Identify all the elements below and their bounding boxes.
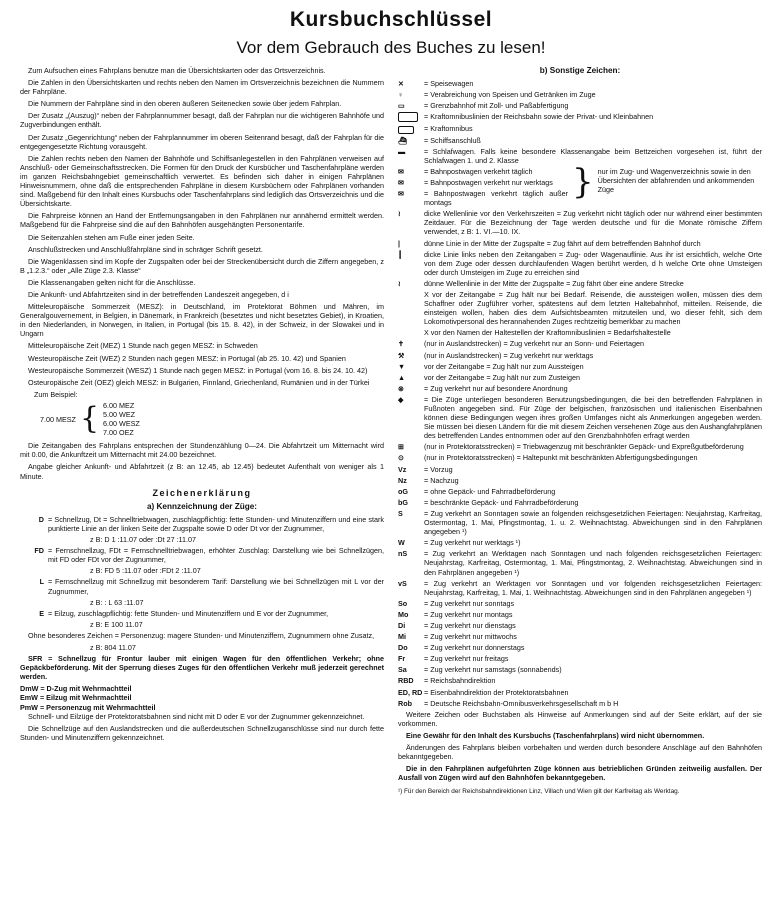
symbol-text: dicke Wellenlinie vor den Verkehrszeiten = Zug verkehrt nicht täglich oder nur während einer bestimmten Zeitdauer. Für die Bezeichnung der Tage werden deutsche und für die Monate römische Ziffern verwendet, z B: 1. VI.—10. IX. xyxy=(424,209,762,237)
example-value: 6.00 WESZ xyxy=(103,419,140,429)
sleeping-car-icon: ▬ xyxy=(398,146,406,156)
symbol-text: vor der Zeitangabe = Zug hält nur zum Zusteigen xyxy=(424,372,581,382)
code-row xyxy=(398,643,762,652)
paragraph: Mitteleuropäische Sommerzeit (MESZ): in Deutschland, im Protektorat Böhmen und Mähren, im Generalgouvernement, in Belgien, in Dänemark, in Frankreich (besetztes und nicht besetztes Gebiet), in Kroatien, in den Niederlanden, in Norwegen, in Italien, in Portugal (bis 15. 8. 42), in der Schweiz, in der Slowakei und in Ungarn xyxy=(20,302,384,339)
hammer-icon: ⚒ xyxy=(398,350,405,360)
symbol-text: = Verabreichung von Speisen und Getränken im Zuge xyxy=(424,90,596,100)
code-description: = Eisenbahndirektion der Protektoratsbahnen xyxy=(424,687,569,697)
code-description: = Zug verkehrt nur mittwochs xyxy=(424,632,517,642)
symbol-text: = Bahnpostwagen verkehrt täglich xyxy=(424,166,533,176)
code-description: = Zug verkehrt an Werktagen nach Sonntagen und nach folgenden reichsgesetzlichen Feiertagen: Neujahrstag, Karfreitag, Ostermontag, 1. Mai, Pfingstmontag, 2. Weihnachtstag. Abweichungen sind in den Fahrplänen angegeben ¹) xyxy=(424,549,762,577)
symbol-row xyxy=(398,250,762,277)
code: S xyxy=(398,508,403,518)
paragraph: SFR = Schnellzug für Frontur lauber mit einigen Wagen für den öffentlichen Verkehr; ohne Gepäckbeförderung. Mit der Sperrung dieses Zuges für den öffentlichen Verkehr muß jederzeit gerechnet werden. xyxy=(20,654,384,682)
code-description: = Zug verkehrt an Werktagen vor Sonntagen und vor folgenden reichsgesetzlichen Feiertagen: Neujahrstag, Karfreitag, 1. Mai, 1. Weihnachtstag. Abweichungen sind in den Fahrplänen angegeben ¹) xyxy=(424,578,762,597)
description: = Fernschnellzug, FDt = Fernschnelltriebwagen, erhöhter Zuschlag: Darstellung wie bei Schnellzügen, mit FD oder FDt vor der Zugnummer, xyxy=(48,546,384,565)
code-description: = Zug verkehrt nur freitags xyxy=(424,654,509,664)
train-type-fd xyxy=(20,546,384,564)
code: FD xyxy=(34,546,44,556)
symbol-row xyxy=(398,124,762,133)
symbol-row xyxy=(398,339,762,348)
dining-car-icon: ✕ xyxy=(398,79,405,89)
code-row xyxy=(398,621,762,630)
arrow-up-icon: ▲ xyxy=(398,372,406,382)
brace-icon: { xyxy=(79,401,100,437)
code-row xyxy=(398,632,762,641)
train-type-l xyxy=(20,577,384,595)
code-description: = Zug verkehrt an Sonntagen sowie an folgenden reichsgesetzlichen Feiertagen: Neujahrstag, Karfreitag, Ostermontag, 1. Mai, Pfingstmontag, 1. u. 2. Weihnachtstag. Abweichungen sind in den Fahrplänen angegeben ¹) xyxy=(424,508,762,537)
mail-car-group xyxy=(398,161,762,209)
symbol-row xyxy=(398,79,762,88)
symbol-row xyxy=(398,167,568,176)
symbol-text: vor der Zeitangabe = Zug hält nur zum Aussteigen xyxy=(424,361,584,371)
symbol-row xyxy=(398,290,762,326)
code-row xyxy=(398,476,762,485)
code: So xyxy=(398,598,408,608)
paragraph: Die Schnellzüge auf den Auslandstrecken und die außerdeutschen Schnellzuganschlüsse sind nur durch fette Stunden- und Minutenziffern gekennzeichnet. xyxy=(20,723,384,742)
paragraph: Der Zusatz „Gegenrichtung“ neben der Fahrplannummer im oberen Seitenrand besagt, daß der Fahrplan für die entgegengesetzte Richtung vorausgeht. xyxy=(20,132,384,151)
code-description: = Deutsche Reichsbahn-Omnibusverkehrsgesellschaft m b H xyxy=(424,698,619,708)
paragraph: Die Fahrpreise können an Hand der Entfernungsangaben in den Fahrplänen nur annähernd ermittelt werden. Maßgebend für die Fahrpreise sind die auf den Bahnhöfen ausgehängten Personentarife. xyxy=(20,211,384,230)
code: Vz xyxy=(398,464,407,474)
time-example xyxy=(40,401,384,437)
symbol-row xyxy=(398,362,762,371)
code-row xyxy=(398,498,762,507)
code: L xyxy=(39,577,44,587)
symbol-row xyxy=(398,351,762,360)
symbol-text: (nur in Auslandstrecken) = Zug verkehrt nur werktags xyxy=(424,350,594,360)
border-station-icon: ▭ xyxy=(398,101,405,111)
symbol-row xyxy=(398,328,762,337)
train-type-e xyxy=(20,609,384,618)
symbol-text: = Zug verkehrt nur auf besondere Anordnung xyxy=(424,383,568,393)
section-heading: Zeichenerklärung xyxy=(152,487,252,498)
code: bG xyxy=(398,497,408,507)
example-value: 7.00 OEZ xyxy=(103,428,134,438)
brace-icon: } xyxy=(572,161,594,202)
cross-icon: ✝ xyxy=(398,339,405,349)
code-row xyxy=(398,676,762,685)
paragraph: Die in den Fahrplänen aufgeführten Züge können aus betrieblichen Gründen zeitweilig ausfallen. Der Ausfall von Zügen wird auf den Bahnhöfen bekanntgegeben. xyxy=(398,764,762,783)
symbol-text: = Schlafwagen. Falls keine besondere Klassenangabe beim Bettzeichen vorgesehen ist, führt der Schlafwagen 1. und 2. Klasse xyxy=(424,146,762,165)
code: D xyxy=(38,514,44,524)
paragraph: Ohne besonderes Zeichen = Personenzug: magere Stunden- und Minutenziffern, Zugnummern ohne Zusatz, xyxy=(28,630,375,640)
request-stop-icon xyxy=(398,328,424,337)
symbol-row xyxy=(398,279,762,288)
code: Fr xyxy=(398,654,406,664)
paragraph: Die Klassenangaben gelten nicht für die Anschlüsse. xyxy=(28,277,196,287)
special-order-icon: ⊗ xyxy=(398,383,405,393)
symbol-row xyxy=(398,209,762,236)
symbol-row xyxy=(398,442,762,451)
footnote: ¹) Für den Bereich der Reichsbahndirektionen Linz, Villach und Wien gilt der Karfreitag als Werktag. xyxy=(398,788,680,796)
code-description: = Zug verkehrt nur werktags ¹) xyxy=(424,538,521,548)
code: Sa xyxy=(398,665,407,675)
diamond-icon: ◆ xyxy=(398,394,404,404)
symbol-text: = Bahnpostwagen verkehrt nur werktags xyxy=(424,177,553,187)
request-stop-icon xyxy=(398,290,424,326)
code-row xyxy=(398,465,762,474)
paragraph: Westeuropäische Zeit (WEZ) 2 Stunden nach gegen MESZ: in Portugal (ab 25. 10. 42) und Spanien xyxy=(28,353,346,363)
thin-line-icon: | xyxy=(398,238,401,248)
symbol-text: = Grenzbahnhof mit Zoll- und Paßabfertigung xyxy=(424,101,569,111)
code-description: = Nachzug xyxy=(424,475,459,485)
code-description: = Zug verkehrt nur montags xyxy=(424,609,513,619)
mail-car-icon: ✉ xyxy=(398,177,405,187)
train-type-d xyxy=(20,515,384,533)
code-row xyxy=(398,509,762,536)
paragraph: Schnell- und Eilzüge der Protektoratsbahnen sind nicht mit D oder E vor der Zugnummer gekennzeichnet. xyxy=(28,711,365,721)
symbol-row xyxy=(398,90,762,99)
code: Di xyxy=(398,620,406,630)
symbol-text: = Kraftomnibuslinien der Reichsbahn sowie der Privat- und Kleinbahnen xyxy=(424,112,654,122)
code-row xyxy=(398,487,762,496)
paragraph: Weitere Zeichen oder Buchstaben als Hinweise auf Anmerkungen sind auf der Seite erklärt, auf der sie vorkommen. xyxy=(398,709,762,728)
symbol-text: = Speisewagen xyxy=(424,79,474,89)
paragraph: Die Zahlen in den Übersichtskarten und rechts neben den Namen im Ortsverzeichnis bezeichnen die Nummern der Fahrpläne. xyxy=(20,78,384,97)
code-line: PmW = Personenzug mit Wehrmachtteil xyxy=(20,702,156,712)
symbol-row xyxy=(398,101,762,110)
bus-icon xyxy=(398,124,424,133)
code: oG xyxy=(398,486,408,496)
code: nS xyxy=(398,549,408,559)
code-row xyxy=(398,599,762,608)
symbol-row xyxy=(398,384,762,393)
symbol-text: (nur in Protektoratsstrecken) = Triebwagenzug mit beschränkter Gepäck- und Expreßgutbeförderung xyxy=(424,442,744,452)
code-description: = Zug verkehrt nur donnerstags xyxy=(424,643,525,653)
example-value: 6.00 MEZ xyxy=(103,400,135,410)
code-description: = Zug verkehrt nur dienstags xyxy=(424,620,516,630)
code-row xyxy=(398,579,762,597)
mail-car-icon: ✉ xyxy=(398,166,405,176)
code-row xyxy=(398,654,762,663)
halt-icon: ⊙ xyxy=(398,453,405,463)
code: Mo xyxy=(398,609,409,619)
paragraph: Die Seitenzahlen stehen am Fuße einer jeden Seite. xyxy=(28,232,195,242)
symbol-text: X vor der Zeitangabe = Zug hält nur bei Bedarf. Reisende, die aussteigen wollen, müssen dies dem Schaffner oder Zugführer vorher, spätestens auf dem letzten Haltebahnhof, mitteilen. Reisende, die einsteigen wollen, haben dies dem Aufsichtsbeamten mitzuteilen und, wo dieser fehlt, sich dem Lokomotivpersonal des herannahenden Zuges rechtzeitig bemerkbar zu machen xyxy=(424,289,762,327)
symbol-row xyxy=(398,453,762,462)
ship-icon: ⛴ xyxy=(398,135,408,145)
subsection-heading: a) Kennzeichnung der Züge: xyxy=(146,501,258,511)
code-row xyxy=(398,538,762,547)
code-row xyxy=(398,549,762,576)
example-values xyxy=(103,401,140,437)
paragraph: Eine Gewähr für den Inhalt des Kursbuchs (Taschenfahrplans) wird nicht übernommen. xyxy=(406,730,705,740)
symbol-text: = Schiffsanschluß xyxy=(424,135,481,145)
page-title: Kursbuchschlüssel xyxy=(289,8,493,31)
subsection-heading: b) Sonstige Zeichen: xyxy=(539,66,621,75)
symbol-text: = Die Züge unterliegen besonderen Benutzungsbedingungen, die bei den betreffenden Fahrplänen in Fußnoten angegeben sind. Für Züge der belgischen, französischen und italienischen Eisenbahnen können diese Bedingungen wegen ihres großen Umfanges nicht als Anmerkungen angegeben werden. Sie müssen bei diesen Ländern für die mit diesem Zeichen versehenen Züge aus den Aushangfahrplänen des betreffenden Landes entnommen oder auf den Grenzbahnhöfen erfragt werden xyxy=(424,394,762,441)
paragraph: Mitteleuropäische Zeit (MEZ) 1 Stunde nach gegen MESZ: in Schweden xyxy=(28,341,258,351)
paragraph: Angabe gleicher Ankunft- und Abfahrtzeit (z B: an 12.45, ab 12.45) bedeutet Aufenthalt von weniger als 1 Minute. xyxy=(20,462,384,481)
code-row xyxy=(398,610,762,619)
code: W xyxy=(398,538,405,548)
symbol-row xyxy=(398,373,762,382)
paragraph: Anschlußstrecken und Anschlußfahrpläne sind in schräger Schrift gesetzt. xyxy=(28,244,263,254)
code: Nz xyxy=(398,475,407,485)
code: Mi xyxy=(398,632,406,642)
code: RBD xyxy=(398,676,414,686)
bus-line-icon xyxy=(398,112,424,122)
code: ED, RD xyxy=(398,687,423,697)
description: = Fernschnellzug mit Schnellzug mit besonderem Tarif: Darstellung wie bei Schnellzügen mit L vor der Zugnummer, xyxy=(48,577,384,596)
mail-car-icon: ✉ xyxy=(398,189,405,199)
example-main: 7.00 MESZ xyxy=(40,414,76,424)
code: E xyxy=(39,608,44,618)
code-list xyxy=(398,465,762,708)
code-line: EmW = Eilzug mit Wehrmachtteil xyxy=(20,693,132,703)
symbol-row xyxy=(398,112,762,122)
example: z B: 804 11.07 xyxy=(90,642,136,652)
symbol-text: (nur in Protektoratsstrecken) = Haltepunkt mit beschränkten Abfertigungsbedingungen xyxy=(424,453,698,463)
code: Rob xyxy=(398,698,412,708)
symbol-row xyxy=(398,395,762,440)
symbol-row xyxy=(398,178,568,187)
wavy-line-icon: ≀ xyxy=(398,209,401,219)
code-line: DmW = D-Zug mit Wehrmachtteil xyxy=(20,684,132,694)
code: Do xyxy=(398,643,408,653)
code-description: = Zug verkehrt nur samstags (sonnabends) xyxy=(424,665,562,675)
page-subtitle: Vor dem Gebrauch des Buches zu lesen! xyxy=(236,38,546,57)
symbol-text: dünne Linie in der Mitte der Zugspalte = Zug fährt auf dem betreffenden Bahnhof durch xyxy=(424,238,701,248)
paragraph: Osteuropäische Zeit (OEZ) gleich MESZ: in Bulgarien, Finnland, Griechenland, Rumänien und in der Türkei xyxy=(28,377,370,387)
code-row xyxy=(398,688,762,697)
paragraph: Änderungen des Fahrplans bleiben vorbehalten und werden durch besondere Anschläge auf den Bahnhöfen bekanntgegeben. xyxy=(398,743,762,762)
right-column xyxy=(398,66,762,796)
description: = Eilzug, zuschlagpflichtig: fette Stunden- und Minutenziffern und E vor der Zugnummer, xyxy=(48,608,329,618)
refreshment-icon: ♀ xyxy=(398,90,404,100)
left-column xyxy=(20,66,384,796)
example-label: Zum Beispiel: xyxy=(34,389,78,399)
paragraph: Die Zeitangaben des Fahrplans entsprechen der Stundenzählung 0—24. Die Abfahrtzeit um Mitternacht wird mit 0.00, die Ankunftzeit um Mitternacht mit 24.00 bezeichnet. xyxy=(20,441,384,460)
symbol-row xyxy=(398,136,762,145)
code-description: = beschränkte Gepäck- und Fahrradbeförderung xyxy=(424,497,579,507)
code-description: = ohne Gepäck- und Fahrradbeförderung xyxy=(424,486,556,496)
paragraph: Zum Aufsuchen eines Fahrplans benutze man die Übersichtskarten oder das Ortsverzeichnis. xyxy=(28,66,326,75)
symbol-row xyxy=(398,189,568,207)
example-value: 5.00 WEZ xyxy=(103,410,136,419)
symbol-row xyxy=(398,239,762,248)
description: = Schnellzug, Dt = Schnelltriebwagen, zuschlagpflichtig: fette Stunden- und Minutenziffern und eine stark punktierte Linie an der linken Seite der Zugspalte sowie D oder Dt vor der Zugnummer, xyxy=(48,514,384,533)
code-row xyxy=(398,665,762,674)
thick-line-icon: ┃ xyxy=(398,249,403,259)
symbol-text: X vor den Namen der Haltestellen der Kraftomnibuslinien = Bedarfshaltestelle xyxy=(424,328,671,338)
example: z B: FD 5 :11.07 oder :FDt 2 :11.07 xyxy=(90,566,201,576)
columns xyxy=(20,66,762,796)
symbol-text: dicke Linie links neben den Zeitangaben = Zug- oder Wagenauflinie. Aus ihr ist ersichtlich, welche Orte von dem Zuge oder dessen durchlaufenden Wagen berührt werden, d h welche Orte ohne Umsteigen oder durch Umsteigen im Zuge zu erreichen sind xyxy=(424,249,762,277)
paragraph: Die Ankunft- und Abfahrtzeiten sind in der betreffenden Landeszeit angegeben, d i xyxy=(28,289,289,299)
code-description: = Vorzug xyxy=(424,464,453,474)
paragraph: Die Nummern der Fahrpläne sind in den oberen äußeren Seitenecken sowie über jedem Fahrplan. xyxy=(28,99,342,109)
thin-wavy-line-icon: ≀ xyxy=(398,278,401,288)
symbol-text: (nur in Auslandstrecken) = Zug verkehrt nur an Sonn- und Feiertagen xyxy=(424,339,644,349)
code-description: = Reichsbahndirektion xyxy=(424,676,496,686)
example: z B: E 100 11.07 xyxy=(90,619,143,629)
symbol-text: = Kraftomnibus xyxy=(424,124,473,134)
code-row xyxy=(398,699,762,708)
arrow-down-icon: ▼ xyxy=(398,361,406,371)
mail-car-note: nur im Zug- und Wagenverzeichnis sowie in den Übersichten der abfahrenden und ankommenden Züge xyxy=(597,166,755,195)
paragraph: Westeuropäische Sommerzeit (WESZ) 1 Stunde nach gegen MESZ: in Portugal (vom 16. 8. bis 24. 10. 42) xyxy=(28,365,368,375)
symbol-text: dünne Wellenlinie in der Mitte der Zugspalte = Zug fährt über eine andere Strecke xyxy=(424,278,684,288)
code-description: = Zug verkehrt nur sonntags xyxy=(424,598,515,608)
code: vS xyxy=(398,578,407,588)
railcar-icon: ⊞ xyxy=(398,442,405,452)
example: z B: D 1 :11.07 oder :Dt 27 :11.07 xyxy=(90,535,197,545)
paragraph: Die Wagenklassen sind im Kopfe der Zugspalten oder bei der Streckenübersicht durch die Ziffern angegeben, z B „1.2.3.“ oder „Alle Züge 2.3. Klasse“ xyxy=(20,256,384,275)
paragraph: Die Zahlen rechts neben den Namen der Bahnhöfe und Schiffsanlegestellen in den Fahrplänen verweisen auf Anschluß- oder Gemeinschaftsstrecken. Die Formen für den Druck der Kursbücher und Taschenfahrpläne werden im ganzen Reichsbahngebiet gemeinschaftlich verwertet. Es befinden sich daher in einigen Fahrplänen Hinweisnummern, ohne daß die entsprechenden Fahrpläne in diesem Kursbüchern oder Fahrplänen vorhanden sind. Maßgebend für den Inhalt eines Kursbuchs oder Taschenfahrplans sind lediglich das Ortsverzeichnis und die Übersichtskarte. xyxy=(20,153,384,209)
symbol-text: = Bahnpostwagen verkehrt täglich außer montags xyxy=(424,189,568,208)
example: z B: : L 63 :11.07 xyxy=(90,597,144,607)
paragraph: Der Zusatz „(Auszug)“ neben der Fahrplannummer besagt, daß der Fahrplan nur die wichtigeren Bahnhöfe und Zugverbindungen enthält. xyxy=(20,111,384,130)
